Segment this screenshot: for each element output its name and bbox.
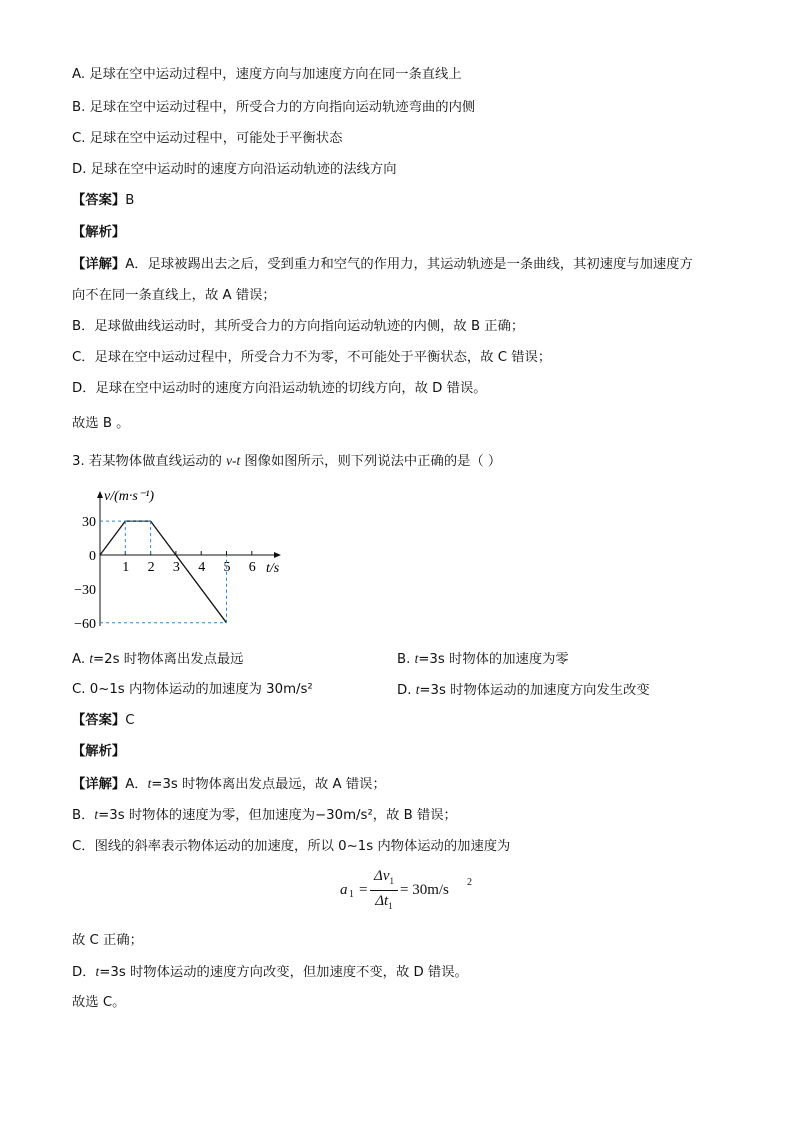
option-text: =3s 时物体的加速度为零	[418, 652, 569, 667]
x-tick-label: 6	[248, 560, 256, 575]
formula-lhs: a	[340, 882, 348, 898]
q3-detail-b	[72, 806, 457, 825]
option-label: D.	[397, 683, 416, 698]
q3-analysis-label: 【解析】	[72, 744, 126, 759]
formula-numerator	[371, 868, 397, 886]
q3-detail-a	[72, 775, 386, 794]
detail-post: =3s 时物体的速度为零，但加速度为−30m/s²，故 B 错误；	[98, 808, 457, 823]
series-line	[100, 521, 227, 623]
option-var: t	[415, 682, 420, 697]
q2-detail-line-2: 向不在同一条直线上，故 A 错误；	[72, 288, 276, 303]
q3-stem-vt: v-t	[226, 453, 241, 468]
detail-post: =3s 时物体运动的速度方向改变，但加速度不变，故 D 错误。	[99, 965, 468, 980]
detail-var: t	[94, 807, 99, 822]
answer-label: 【答案】	[72, 713, 126, 728]
q3-answer	[72, 712, 134, 730]
q3-conclusion: 故选 C。	[72, 995, 126, 1010]
option-label: B.	[397, 652, 415, 667]
q3-option-c: C. 0~1s 内物体运动的加速度为 30m/s²	[72, 682, 313, 697]
q3-detail-d	[72, 963, 468, 982]
detail-pre: D．	[72, 965, 96, 980]
vt-chart	[70, 484, 300, 634]
y-tick-label: 30	[82, 515, 96, 531]
q2-detail-line-4: C．足球在空中运动过程中，所受合力不为零，不可能处于平衡状态，故 C 错误；	[72, 350, 552, 365]
q2-option-b: B. 足球在空中运动过程中，所受合力的方向指向运动轨迹弯曲的内侧	[72, 100, 476, 115]
option-label: A.	[72, 652, 90, 667]
detail-var: t	[147, 776, 152, 791]
y-tick-label: −30	[74, 582, 96, 598]
q3-option-d	[397, 681, 650, 700]
y-tick-label: 0	[89, 549, 96, 564]
option-text: =2s 时物体离出发点最远	[93, 652, 244, 667]
option-var: t	[414, 651, 419, 666]
formula-rhs: = 30m/s	[400, 882, 449, 898]
detail-label: 【详解】	[72, 777, 126, 792]
detail-pre: A．	[125, 777, 148, 792]
x-tick-label: 2	[147, 560, 155, 575]
q3-stem	[72, 452, 501, 471]
answer-value: B	[125, 193, 135, 208]
x-tick-label: 1	[122, 560, 130, 575]
fraction-bar	[370, 890, 398, 891]
option-text: =3s 时物体运动的加速度方向发生改变	[419, 683, 650, 698]
acceleration-formula	[340, 868, 480, 918]
y-axis-label: v/(m·s⁻¹)	[104, 489, 155, 504]
detail-text: A．足球被踢出去之后，受到重力和空气的作用力，其运动轨迹是一条曲线，其初速度与加速度方	[125, 257, 693, 272]
q3-stem-suffix: 图像如图所示，则下列说法中正确的是（ ）	[240, 454, 502, 469]
x-tick-label: 3	[172, 560, 180, 575]
numerator-sub: 1	[389, 876, 394, 886]
formula-lhs-sub: 1	[349, 889, 354, 900]
q3-detail-c: C．图线的斜率表示物体运动的加速度，所以 0~1s 内物体运动的加速度为	[72, 839, 511, 854]
q3-option-a	[72, 650, 243, 669]
answer-value: C	[125, 713, 135, 728]
detail-label: 【详解】	[72, 257, 126, 272]
detail-var: t	[95, 964, 100, 979]
numerator-text: Δv	[374, 868, 390, 884]
formula-equals: =	[359, 882, 368, 898]
x-axis-label: t/s	[266, 561, 280, 576]
option-var: t	[89, 651, 94, 666]
q2-option-c: C. 足球在空中运动过程中，可能处于平衡状态	[72, 131, 343, 146]
q2-answer	[72, 192, 134, 210]
denominator-sub: 1	[388, 901, 393, 911]
formula-rhs-sup: 2	[467, 877, 472, 888]
q2-analysis-label: 【解析】	[72, 225, 126, 240]
q2-detail-line-1	[72, 256, 693, 274]
q2-detail-line-3: B．足球做曲线运动时，其所受合力的方向指向运动轨迹的内侧，故 B 正确；	[72, 319, 525, 334]
q2-option-a: A. 足球在空中运动过程中，速度方向与加速度方向在同一条直线上	[72, 67, 462, 82]
detail-post: =3s 时物体离出发点最远，故 A 错误；	[151, 777, 386, 792]
y-tick-label: −60	[74, 616, 96, 632]
q2-detail-line-5: D．足球在空中运动时的速度方向沿运动轨迹的切线方向，故 D 错误。	[72, 381, 487, 396]
detail-pre: B．	[72, 808, 95, 823]
answer-label: 【答案】	[72, 193, 126, 208]
denominator-text: Δt	[375, 893, 389, 909]
formula-denominator	[371, 893, 397, 911]
x-tick-label: 4	[198, 560, 206, 575]
x-tick-label: 5	[223, 560, 231, 575]
q3-stem-prefix: 3. 若某物体做直线运动的	[72, 454, 227, 469]
q3-detail-c2: 故 C 正确；	[72, 933, 143, 948]
q3-option-b	[397, 650, 569, 669]
q2-conclusion: 故选 B 。	[72, 416, 130, 431]
q2-option-d: D. 足球在空中运动时的速度方向沿运动轨迹的法线方向	[72, 162, 397, 177]
